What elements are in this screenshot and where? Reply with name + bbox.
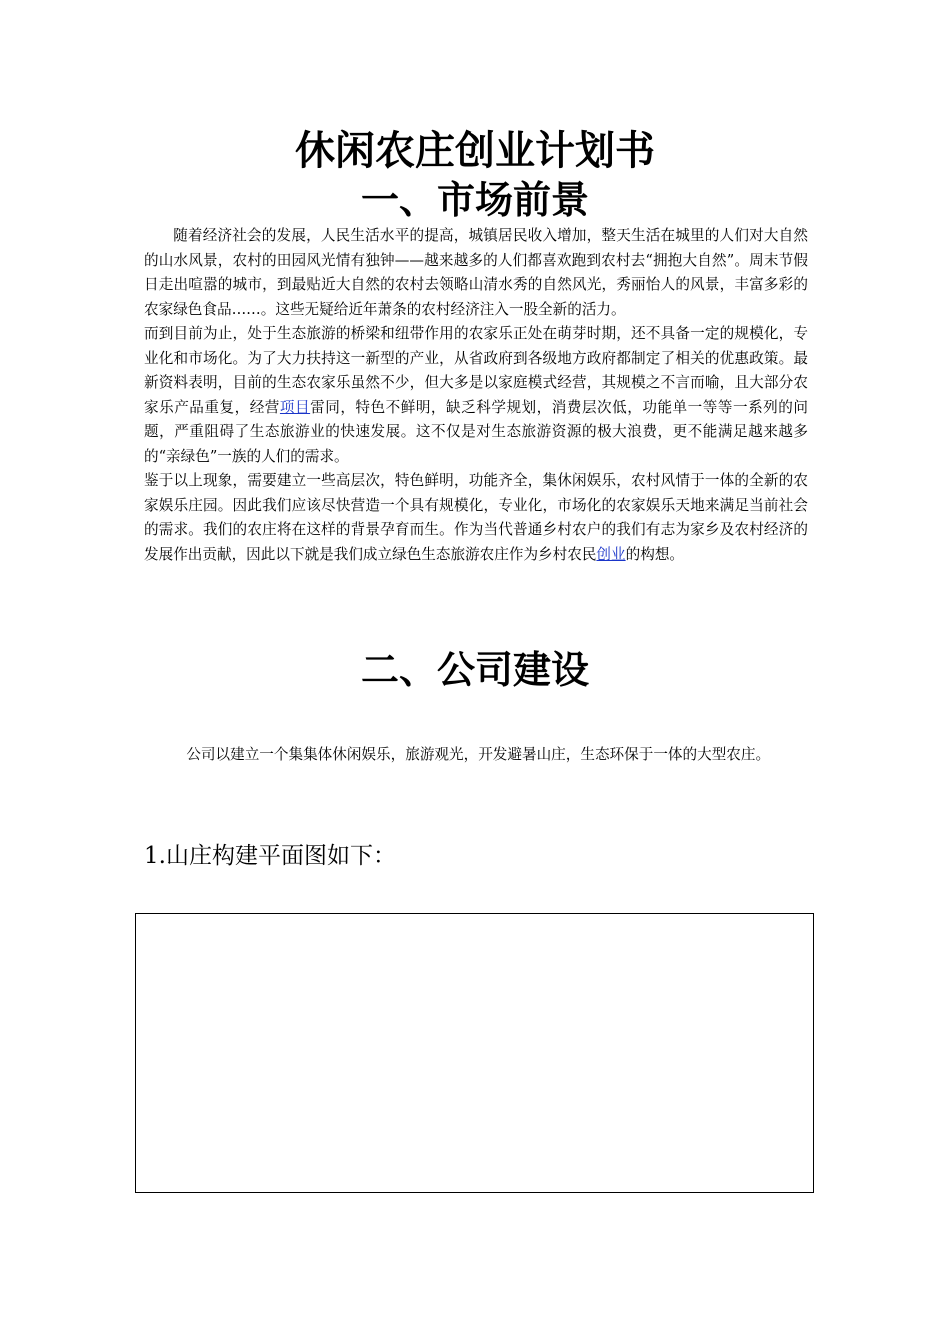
project-link[interactable]: 项目 (279, 398, 311, 416)
paragraph-3-text-after: 的构想。 (625, 545, 685, 563)
section-heading-company-construction: 二、公司建设 (360, 648, 589, 692)
entrepreneurship-link[interactable]: 创业 (596, 545, 626, 563)
paragraph-1: 随着经济社会的发展，人民生活水平的提高，城镇居民收入增加，整天生活在城里的人们对大自然的山水风景，农村的田园风光情有独钟——越来越多的人们都喜欢跑到农村去“拥抱大自然”。周末节假日走出喧嚣的城市，到最贴近大自然的农村去领略山清水秀的自然风光，秀丽怡人的风景，丰富多彩的农家绿色食品……。这些无疑给近年萧条的农村经济注入一股全新的活力。 (144, 227, 808, 318)
paragraph-3-text-before: 鉴于以上现象，需要建立一些高层次，特色鲜明，功能齐全，集休闲娱乐，农村风情于一体的全新的农家娱乐庄园。因此我们应该尽快营造一个具有规模化，专业化，市场化的农家娱乐天地来满足当前社会的需求。我们的农庄将在这样的背景孕育而生。作为当代普通乡村农户的我们有志为家乡及农村经济的发展作出贡献，因此以下就是我们成立绿色生态旅游农庄作为乡村农民 (144, 472, 808, 563)
market-outlook-body (144, 224, 808, 567)
document-title: 休闲农庄创业计划书 (295, 128, 655, 174)
paragraph-2 (144, 322, 808, 469)
paragraph-2-text-before: 而到目前为止，处于生态旅游的桥梁和纽带作用的农家乐正处在萌芽时期，还不具备一定的规模化，专业化和市场化。为了大力扶持这一新型的产业，从省政府到各级地方政府都制定了相关的优惠政策。最新资料表明，目前的生态农家乐虽然不少，但大多是以家庭模式经营，其规模之不言而喻，且大部分农家乐产品重复，经营 (144, 325, 808, 416)
company-intro-paragraph: 公司以建立一个集集体休闲娱乐，旅游观光，开发避暑山庄，生态环保于一体的大型农庄。 (186, 746, 771, 763)
paragraph-2-text-after: 雷同，特色不鲜明，缺乏科学规划，消费层次低，功能单一等等一系列的问题，严重阻碍了生态旅游业的快速发展。这不仅是对生态旅游资源的极大浪费，更不能满足越来越多的“亲绿色”一族的人们的需求。 (144, 398, 808, 465)
floor-plan-subheading: 1.山庄构建平面图如下： (144, 843, 396, 869)
paragraph-3 (144, 469, 808, 567)
floor-plan-frame (135, 913, 814, 1193)
section-heading-market-outlook: 一、市场前景 (360, 178, 589, 222)
